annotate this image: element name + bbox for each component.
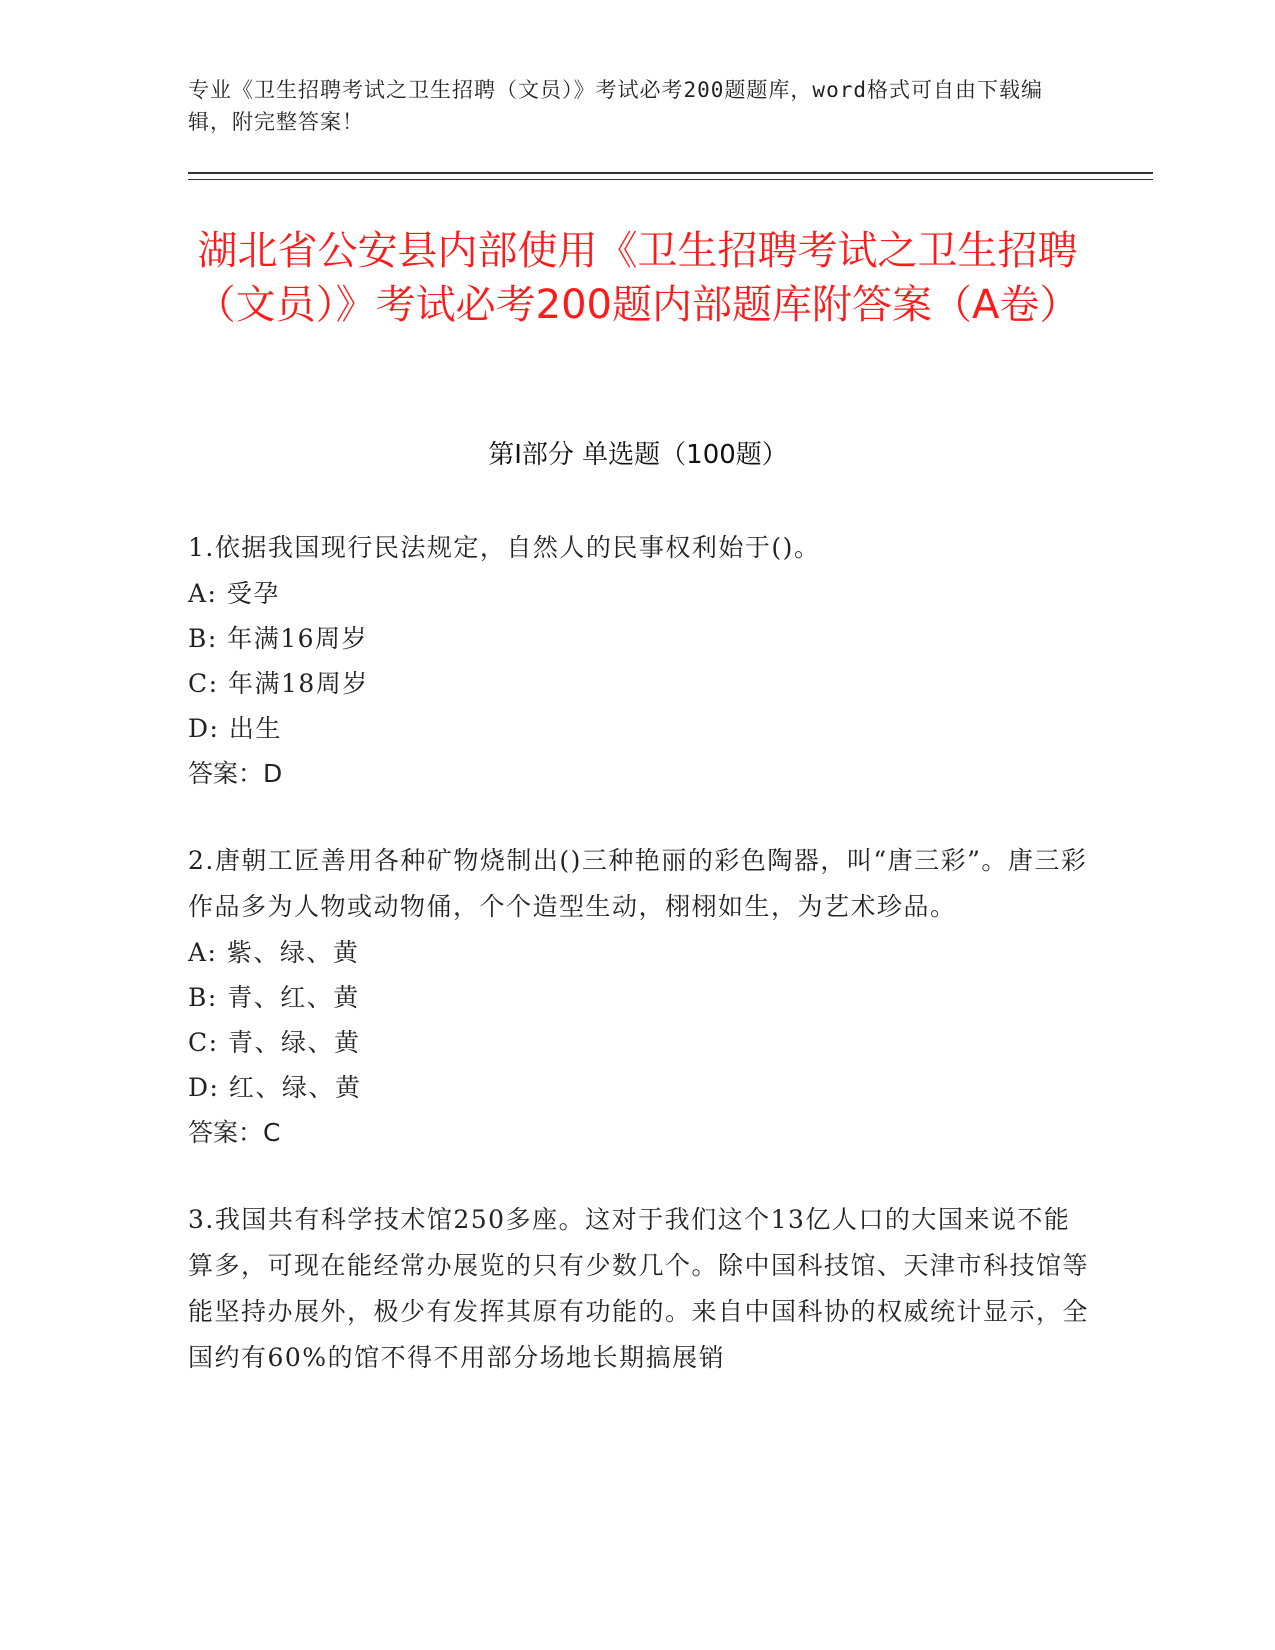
option-c: C: 年满18周岁 (188, 669, 369, 698)
question-3 (188, 1197, 1093, 1381)
header-divider-thin (188, 179, 1153, 180)
question-list (188, 525, 1093, 1381)
header-divider-thick (188, 172, 1153, 174)
option-c: C: 青、绿、黄 (188, 1028, 361, 1057)
option-d: D: 红、绿、黄 (188, 1073, 362, 1102)
answer: 答案：C (188, 1118, 281, 1147)
option-d: D: 出生 (188, 714, 282, 743)
answer: 答案：D (188, 759, 283, 788)
question-1 (188, 525, 1093, 796)
option-a: A: 受孕 (188, 579, 280, 608)
option-b: B: 青、红、黄 (188, 983, 360, 1012)
question-2 (188, 838, 1093, 1155)
header-intro: 专业《卫生招聘考试之卫生招聘（文员）》考试必考200题题库，word格式可自由下载编辑，附完整答案！ (188, 78, 1043, 134)
question-stem: 1.依据我国现行民法规定，自然人的民事权利始于()。 (188, 533, 821, 562)
question-stem: 3.我国共有科学技术馆250多座。这对于我们这个13亿人口的大国来说不能算多，可现在能经常办展览的只有少数几个。除中国科技馆、天津市科技馆等能坚持办展外，极少有发挥其原有功能的。来自中国科协的权威统计显示，全国约有60%的馆不得不用部分场地长期搞展销 (188, 1205, 1090, 1372)
document-title: 湖北省公安县内部使用《卫生招聘考试之卫生招聘（文员）》考试必考200题内部题库附答案（A卷） (195, 228, 1080, 328)
section-title: 第Ⅰ部分 单选题（100题） (488, 440, 788, 470)
option-b: B: 年满16周岁 (188, 624, 369, 653)
option-a: A: 紫、绿、黄 (188, 938, 360, 967)
question-stem: 2.唐朝工匠善用各种矿物烧制出()三种艳丽的彩色陶器，叫“唐三彩”。唐三彩作品多为人物或动物俑，个个造型生动，栩栩如生，为艺术珍品。 (188, 846, 1088, 921)
